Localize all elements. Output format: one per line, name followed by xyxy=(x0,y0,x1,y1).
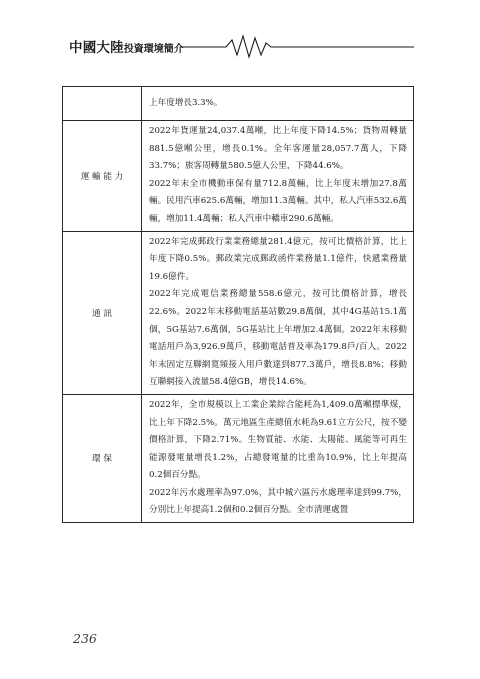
row-paragraph: 2022年末全市機動車保有量712.8萬輛，比上年度末增加27.8萬輛。民用汽車625.6萬輛，增加11.3萬輛。其中，私人汽車532.6萬輛，增加11.4萬輛；私人汽車中轎車290.6萬輛。 xyxy=(149,178,407,224)
row-category: 環 保 xyxy=(63,394,142,522)
row-content xyxy=(142,87,414,121)
table-row xyxy=(63,121,414,232)
row-category: 通 訊 xyxy=(63,231,142,394)
header-title-sub: 投資環境簡介 xyxy=(123,44,184,55)
header-title-main: 中國大陸 xyxy=(69,40,124,56)
row-paragraph: 2022年污水處理率為97.0%，其中城六區污水處理率達到99.7%，分別比上年提高1.2個和0.2個百分點。全市清運處置 xyxy=(149,487,407,516)
info-table xyxy=(62,86,414,523)
table-row xyxy=(63,231,414,394)
row-paragraph: 2022年完成電信業務總量558.6億元，按可比價格計算，增長22.6%。2022年末移動電話基站數29.8萬個，其中4G基站15.1萬個，5G基站7.6萬個，5G基站比上年增加2.4萬個。2022年末移動電話用戶為3,926.9萬戶，移動電話普及率為179.8戶/百人。2022年末固定互聯網寬頻接入用戶數達到877.3萬戶，增長8.8%；移動互聯網接入流量58.4億GB，增長14.6%。 xyxy=(149,289,407,388)
row-category: 運 輸 能 力 xyxy=(63,121,142,232)
header-wave-line-icon xyxy=(0,0,480,70)
row-content xyxy=(142,121,414,232)
row-paragraph: 2022年完成郵政行業業務總量281.4億元，按可比價格計算，比上年度下降0.5%。郵政業完成郵政函件業務量1.1億件，快遞業務量19.6億件。 xyxy=(149,236,407,282)
row-category xyxy=(63,87,142,121)
row-paragraph: 2022年，全市規模以上工業企業綜合能耗為1,409.0萬噸標準煤，比上年下降2.5%。萬元地區生產總值水耗為9.61立方公尺，按不變價格計算，下降2.71%。生物質能、水能、太陽能、風能等可再生能源發電量增長1.2%，占總發電量的比重為10.9%，比上年提高0.2個百分點。 xyxy=(149,399,407,481)
table-row xyxy=(63,87,414,121)
row-content xyxy=(142,394,414,522)
row-paragraph: 2022年貨運量24,037.4萬噸，比上年度下降14.5%；貨物周轉量881.5億噸公里，增長0.1%。全年客運量28,057.7萬人，下降33.7%；旅客周轉量580.5億人公里，下降44.6%。 xyxy=(149,126,407,172)
page-number: 236 xyxy=(73,631,97,646)
row-paragraph: 上年度增長3.3%。 xyxy=(149,97,223,108)
row-content xyxy=(142,231,414,394)
table-row xyxy=(63,394,414,522)
